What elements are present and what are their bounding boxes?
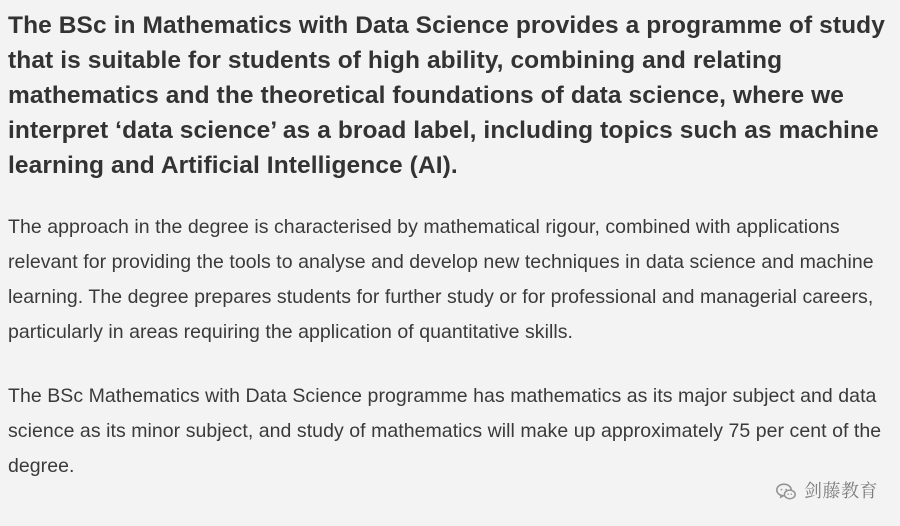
watermark [774, 480, 878, 504]
document-content [8, 8, 896, 484]
body-paragraph: The approach in the degree is characterised by mathematical rigour, combined with applications relevant for providing the tools to analyse and develop new techniques in data science and machine learning. The degree prepares students for further study or for professional and managerial careers, particularly in areas requiring the application of quantitative skills. [8, 216, 874, 343]
body-paragraph: The BSc Mathematics with Data Science programme has mathematics as its major subject and data science as its minor subject, and study of mathematics will make up approximately 75 per cent of the degree. [8, 385, 882, 477]
wechat-icon [774, 480, 798, 504]
lead-paragraph: The BSc in Mathematics with Data Science provides a programme of study that is suitable for students of high ability, combining and relating mathematics and the theoretical foundations of data science, where we interpret ‘data science’ as a broad label, including topics such as machine learning and Artificial Intelligence (AI). [8, 12, 885, 179]
watermark-text: 剑藤教育 [804, 481, 878, 502]
